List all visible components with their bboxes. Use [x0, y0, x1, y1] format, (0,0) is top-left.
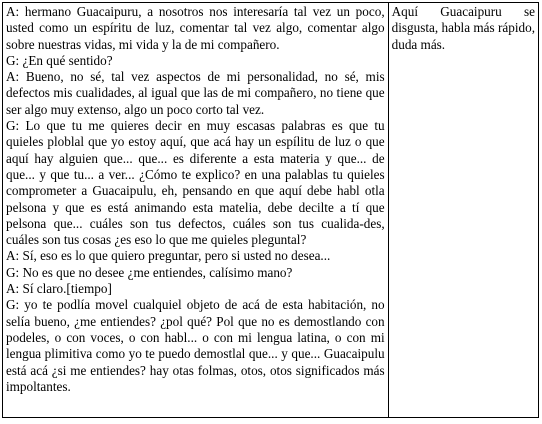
dialogue-line: G: yo te podlía movel cualquiel objeto de acá de esta habitación, no selía bueno, ¿me entiendes? ¿pol qué? Pol que no es demostlando con podeles, o con voces, o con habl... o con mi lengua latina, o con mi lengua plimitiva como yo te puedo demostlal que... y que... Guacaipulu está acá ¿si me entiendes? hay otas folmas, otos, otos significados más impoltantes.: [6, 297, 385, 394]
dialogue-line: G: Lo que tu me quieres decir en muy escasas palabras es que tu quieles ploblal que yo estoy aquí, que acá hay un espílitu de luz o que aquí hay alguien que... que... es diferente a esta materia y que... de que... y que tu... a ver... ¿Cómo te explico? en una palablas tu quieles comprometer a Guacaipulu, eh, pensando en que aquí debe habl otla pelsona y que es está animando esta matelia, debe decilte a tí que pelsona que... cuáles son tus defectos, cuáles son tus cualida-des, cuáles son tus cosas ¿es eso lo que me quieles pleguntal?: [6, 118, 385, 248]
dialogue-line: A: Sí, eso es lo que quiero preguntar, pero si usted no desea...: [6, 248, 331, 264]
dialogue-line: G: No es que no desee ¿me entiendes, calísimo mano?: [6, 264, 293, 280]
dialogue-cell: [3, 3, 389, 418]
dialogue-line: A: Bueno, no sé, tal vez aspectos de mi personalidad, no sé, mis defectos mis cualidades, al igual que las de mi compañero, no tiene que ser algo muy extenso, algo un poco corto tal vez.: [6, 69, 385, 117]
dialogue-line: A: Sí claro.[tiempo]: [6, 281, 112, 297]
note-cell: [388, 3, 538, 418]
transcript-table: [2, 2, 539, 418]
dialogue-line: G: ¿En qué sentido?: [6, 52, 113, 68]
dialogue-line: A: hermano Guacaipuru, a nosotros nos interesaría tal vez un poco, usted como un espíritu de luz, comentar tal vez algo, comentar algo sobre nuestras vidas, mi vida y la de mi compañero.: [6, 4, 385, 52]
table-row: [3, 3, 539, 418]
observation-note: Aquí Guacaipuru se disgusta, habla más rápido, duda más.: [391, 4, 535, 52]
